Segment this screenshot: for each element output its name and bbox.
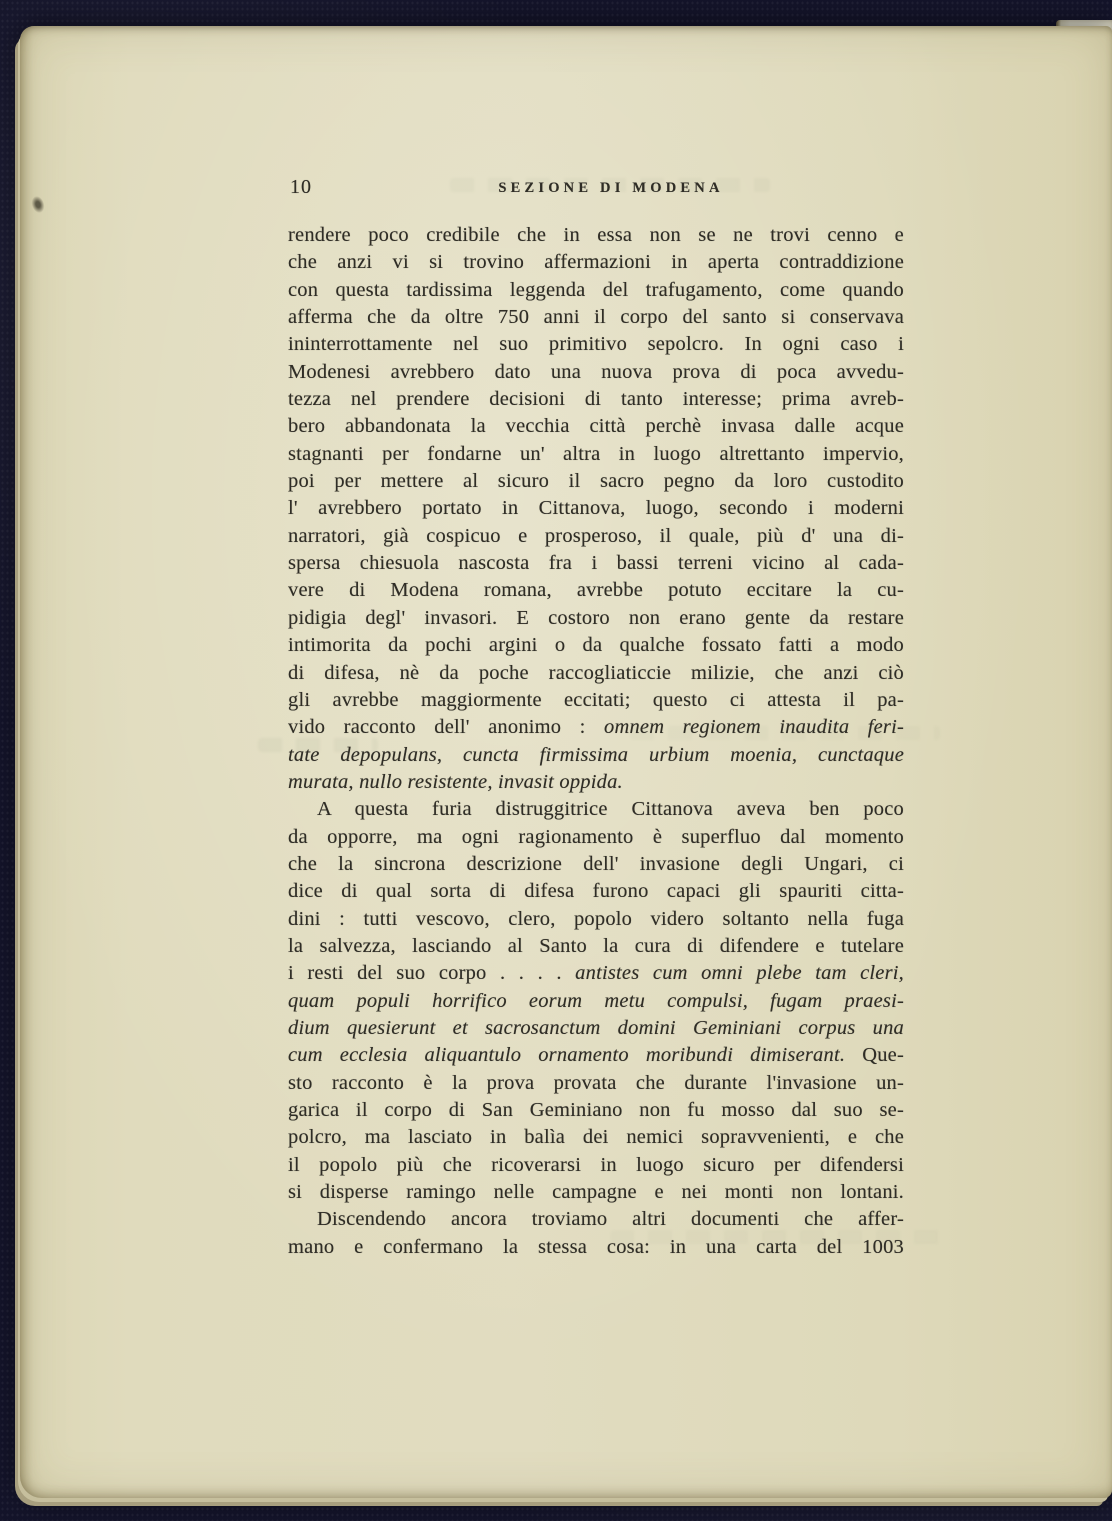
text-line: [288, 769, 904, 796]
body-text: bero abbandonata la vecchia città perchè invasa dalle acque: [288, 415, 904, 438]
body-text: l' avrebbero portato in Cittanova, luogo, secondo i moderni: [288, 497, 904, 520]
text-line: [288, 1042, 904, 1069]
text-line: [288, 249, 904, 276]
body-text: polcro, ma lasciato in balìa dei nemici sopravvenienti, e che: [288, 1126, 904, 1149]
text-line: [288, 687, 904, 714]
body-text: Modenesi avrebbero dato una nuova prova di poca avvedu-: [288, 360, 904, 383]
body-text: si disperse ramingo nelle campagne e nei monti non lontani.: [288, 1181, 904, 1204]
text-line: [288, 550, 904, 577]
latin-quotation-text: omnem regionem inaudita feri-: [604, 716, 904, 739]
body-text: da opporre, ma ogni ragionamento è superfluo dal momento: [288, 825, 904, 848]
text-line: [288, 906, 904, 933]
body-text: Discendendo ancora troviamo altri documenti che affer-: [317, 1208, 904, 1231]
text-line: [288, 1179, 904, 1206]
body-text: i resti del suo corpo . . . .: [288, 962, 576, 985]
latin-quotation-text: antistes cum omni plebe tam cleri,: [575, 962, 904, 985]
body-text: dini : tutti vescovo, clero, popolo videro soltanto nella fuga: [288, 907, 904, 930]
body-text: narratori, già cospicuo e prosperoso, il quale, più d' una di-: [288, 524, 904, 547]
text-line: [288, 960, 904, 987]
body-text: che la sincrona descrizione dell' invasione degli Ungari, ci: [288, 852, 904, 875]
page-header: [288, 176, 904, 206]
body-text: Que-: [845, 1044, 904, 1067]
text-line: [288, 222, 904, 249]
body-text: il popolo più che ricoverarsi in luogo sicuro per difendersi: [288, 1153, 904, 1176]
text-line: [288, 796, 904, 823]
running-title: SEZIONE DI MODENA: [498, 180, 724, 196]
ink-smudge: [30, 195, 47, 215]
body-text: pidigia degl' invasori. E costoro non erano gente da restare: [288, 606, 904, 629]
body-text: rendere poco credibile che in essa non se ne trovi cenno e: [288, 224, 904, 246]
body-text: vido racconto dell' anonimo :: [288, 716, 605, 739]
text-line: [288, 742, 904, 769]
body-text: che anzi vi si trovino affermazioni in aperta contraddizione: [288, 251, 904, 274]
text-line: [288, 1206, 904, 1233]
latin-quotation-text: tate depopulans, cuncta firmissima urbium moenia, cunctaque: [288, 743, 904, 766]
text-line: [288, 660, 904, 687]
text-line: [288, 824, 904, 851]
body-text: afferma che da oltre 750 anni il corpo del santo si conservava: [288, 306, 904, 329]
text-line: [288, 386, 904, 413]
text-line: [288, 577, 904, 604]
text-line: [288, 1097, 904, 1124]
text-line: [288, 1124, 904, 1151]
body-text: garica il corpo di San Geminiano non fu mosso dal suo se-: [288, 1099, 904, 1121]
text-line: [288, 495, 904, 522]
text-line: [288, 1152, 904, 1179]
latin-quotation-text: cum ecclesia aliquantulo ornamento moribundi dimiserant.: [288, 1044, 846, 1067]
text-line: [288, 359, 904, 386]
text-block: [288, 222, 904, 1261]
body-text: dice di qual sorta di difesa furono capaci gli spauriti citta-: [288, 880, 904, 903]
text-line: [288, 933, 904, 960]
body-text: mano e confermano la stessa cosa: in una carta del 1003: [288, 1235, 904, 1258]
text-line: [288, 605, 904, 632]
text-line: [288, 1234, 904, 1261]
latin-quotation-text: quam populi horrifico eorum metu compulsi, fugam praesi-: [288, 989, 904, 1012]
text-line: [288, 331, 904, 358]
body-text: spersa chiesuola nascosta fra i bassi terreni vicino al cada-: [288, 552, 904, 575]
body-text: poi per mettere al sicuro il sacro pegno da loro custodito: [288, 470, 904, 493]
page-number: 10: [290, 176, 312, 198]
body-text: ininterrottamente nel suo primitivo sepolcro. In ogni caso i: [288, 333, 904, 356]
body-text: tezza nel prendere decisioni di tanto interesse; prima avreb-: [288, 388, 904, 411]
text-line: [288, 632, 904, 659]
text-line: [288, 523, 904, 550]
body-text: stagnanti per fondarne un' altra in luogo altrettanto impervio,: [288, 442, 904, 465]
body-text: con questa tardissima leggenda del trafugamento, come quando: [288, 278, 904, 301]
body-text: gli avrebbe maggiormente eccitati; questo ci attesta il pa-: [288, 688, 904, 711]
body-text: sto racconto è la prova provata che durante l'invasione un-: [288, 1071, 904, 1094]
text-line: [288, 878, 904, 905]
text-line: [288, 1015, 904, 1042]
body-text: di difesa, nè da poche raccogliaticcie milizie, che anzi ciò: [288, 661, 904, 684]
latin-quotation-text: murata, nullo resistente, invasit oppida.: [288, 770, 623, 793]
body-text: la salvezza, lasciando al Santo la cura di difendere e tutelare: [288, 934, 904, 957]
text-line: [288, 304, 904, 331]
body-text: vere di Modena romana, avrebbe potuto eccitare la cu-: [288, 579, 904, 602]
body-text: intimorita da pochi argini o da qualche fossato fatti a modo: [288, 634, 904, 657]
book-page: [20, 26, 1112, 1498]
text-line: [288, 413, 904, 440]
text-line: [288, 1070, 904, 1097]
text-line: [288, 714, 904, 741]
text-line: [288, 851, 904, 878]
latin-quotation-text: dium quesierunt et sacrosanctum domini Geminiani corpus una: [288, 1016, 904, 1039]
text-line: [288, 988, 904, 1015]
text-line: [288, 277, 904, 304]
text-line: [288, 468, 904, 495]
body-text: A questa furia distruggitrice Cittanova aveva ben poco: [317, 798, 904, 821]
text-line: [288, 441, 904, 468]
